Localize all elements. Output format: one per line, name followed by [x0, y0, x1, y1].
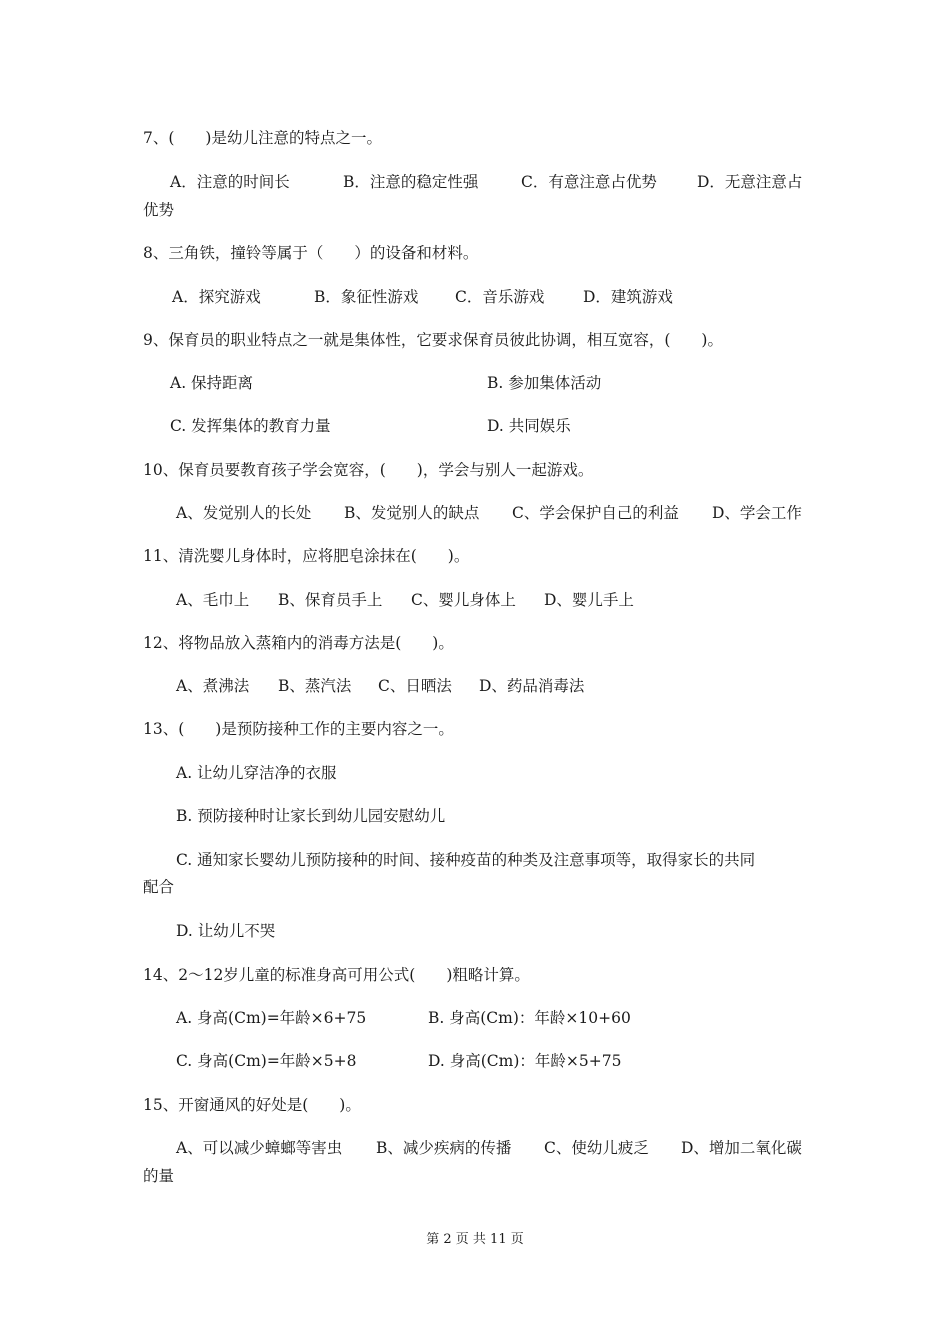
question-15-option-a: A、可以减少蟑螂等害虫 [176, 1139, 343, 1157]
question-13-option-a: A. 让幼儿穿洁净的衣服 [176, 764, 337, 782]
question-14-option-b: B. 身高(Cm)：年龄×10+60 [428, 1009, 631, 1027]
question-7-stem: 7、( )是幼儿注意的特点之一。 [143, 129, 382, 147]
question-12-option-a: A、煮沸法 [176, 677, 250, 695]
question-9-option-a: A. 保持距离 [170, 374, 254, 392]
question-12-option-d: D、药品消毒法 [479, 677, 585, 695]
question-7-option-d-wrap: 优势 [143, 201, 175, 219]
question-11-option-c: C、婴儿身体上 [411, 591, 516, 609]
question-12-option-b: B、蒸汽法 [278, 677, 352, 695]
question-11-option-a: A、毛巾上 [176, 591, 250, 609]
question-15-option-c: C、使幼儿疲乏 [544, 1139, 649, 1157]
question-13-option-b: B. 预防接种时让家长到幼儿园安慰幼儿 [176, 807, 446, 825]
question-10-option-b: B、发觉别人的缺点 [344, 504, 480, 522]
question-13-option-c: C. 通知家长婴幼儿预防接种的时间、接种疫苗的种类及注意事项等，取得家长的共同 [176, 851, 756, 869]
question-11-option-d: D、婴儿手上 [544, 591, 634, 609]
question-7-option-b: B．注意的稳定性强 [343, 173, 479, 191]
question-13-option-d: D. 让幼儿不哭 [176, 922, 276, 940]
question-8-stem: 8、三角铁，撞铃等属于（ ）的设备和材料。 [143, 244, 479, 262]
question-13-stem: 13、( )是预防接种工作的主要内容之一。 [143, 720, 454, 738]
question-7-option-a: A．注意的时间长 [170, 173, 290, 191]
question-14-option-a: A. 身高(Cm)=年龄×6+75 [176, 1009, 367, 1027]
question-11-option-b: B、保育员手上 [278, 591, 383, 609]
question-9-stem: 9、保育员的职业特点之一就是集体性，它要求保育员彼此协调，相互宽容，( )。 [143, 331, 723, 349]
question-15-option-d-wrap: 的量 [143, 1167, 175, 1185]
question-12-option-c: C、日晒法 [378, 677, 452, 695]
question-11-stem: 11、清洗婴儿身体时，应将肥皂涂抹在( )。 [143, 547, 470, 565]
question-8-option-c: C．音乐游戏 [455, 288, 545, 306]
question-7-option-c: C．有意注意占优势 [521, 173, 657, 191]
question-10-option-d: D、学会工作 [712, 504, 802, 522]
question-12-stem: 12、将物品放入蒸箱内的消毒方法是( )。 [143, 634, 454, 652]
question-9-option-d: D. 共同娱乐 [487, 417, 571, 435]
question-9-option-b: B. 参加集体活动 [487, 374, 602, 392]
question-10-stem: 10、保育员要教育孩子学会宽容，( )，学会与别人一起游戏。 [143, 461, 594, 479]
page-footer: 第 2 页 共 11 页 [426, 1232, 524, 1247]
question-14-stem: 14、2～12岁儿童的标准身高可用公式( )粗略计算。 [143, 966, 530, 984]
question-14-option-d: D. 身高(Cm)：年龄×5+75 [428, 1052, 622, 1070]
question-13-option-c-wrap: 配合 [143, 878, 175, 896]
question-9-option-c: C. 发挥集体的教育力量 [170, 417, 331, 435]
question-8-option-d: D．建筑游戏 [583, 288, 673, 306]
question-15-option-b: B、减少疾病的传播 [376, 1139, 512, 1157]
question-10-option-a: A、发觉别人的长处 [176, 504, 312, 522]
question-14-option-c: C. 身高(Cm)=年龄×5+8 [176, 1052, 357, 1070]
question-7-option-d: D．无意注意占 [697, 173, 803, 191]
question-15-option-d: D、增加二氧化碳 [681, 1139, 802, 1157]
question-8-option-a: A．探究游戏 [172, 288, 261, 306]
question-15-stem: 15、开窗通风的好处是( )。 [143, 1096, 361, 1114]
question-10-option-c: C、学会保护自己的利益 [512, 504, 679, 522]
question-8-option-b: B．象征性游戏 [314, 288, 419, 306]
